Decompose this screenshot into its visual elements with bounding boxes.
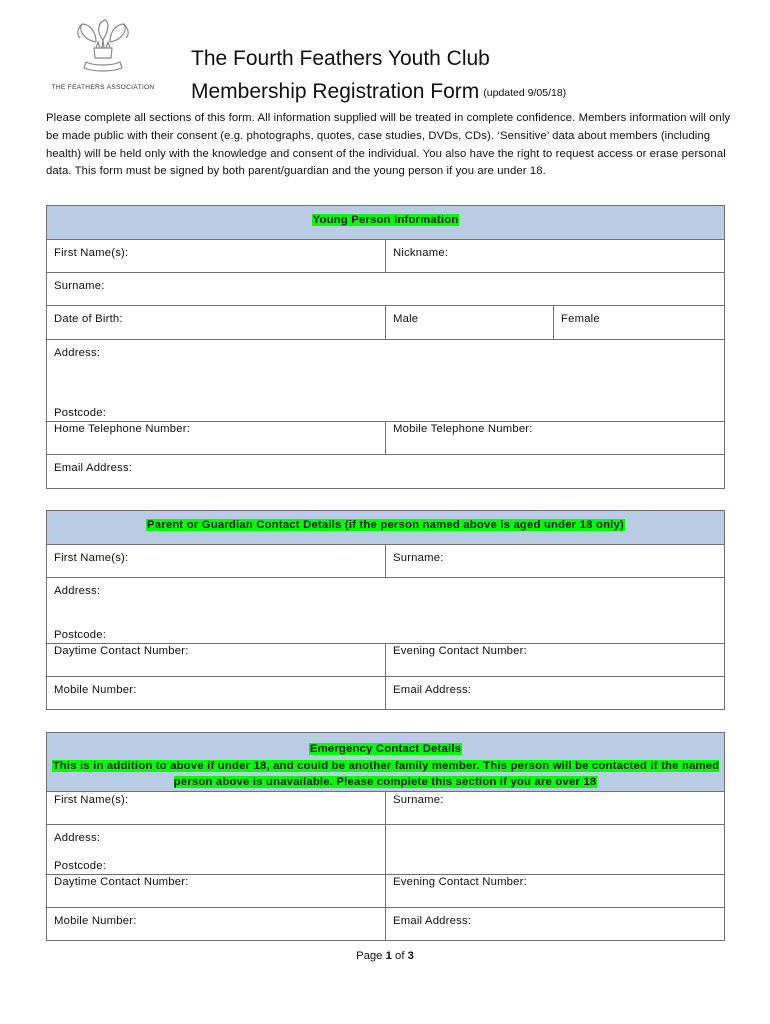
form-title-text: Membership Registration Form [191, 80, 480, 103]
guardian-surname-field[interactable]: Surname: [386, 545, 725, 578]
yp-mobile-phone-field[interactable]: Mobile Telephone Number: [386, 422, 725, 455]
emergency-mobile-field[interactable]: Mobile Number: [47, 907, 386, 940]
guardian-address-field[interactable] [47, 578, 725, 644]
yp-surname-field[interactable]: Surname: [47, 273, 725, 306]
emergency-address-extra-field[interactable] [386, 824, 725, 874]
guardian-heading: Parent or Guardian Contact Details (if the person named above is aged under 18 only) [47, 511, 725, 545]
young-person-heading: Young Person Information [47, 206, 725, 240]
emergency-address-label: Address: [54, 831, 101, 844]
guardian-daytime-field[interactable]: Daytime Contact Number: [47, 644, 386, 677]
emergency-postcode-label: Postcode: [54, 859, 107, 872]
emergency-table [46, 732, 725, 941]
feathers-crest-icon [72, 18, 134, 80]
yp-address-label: Address: [54, 347, 101, 359]
yp-home-phone-field[interactable]: Home Telephone Number: [47, 422, 386, 455]
guardian-mobile-field[interactable]: Mobile Number: [47, 677, 386, 710]
page-word: Page [356, 950, 383, 962]
emergency-email-field[interactable]: Email Address: [386, 907, 725, 940]
logo-caption: THE FEATHERS ASSOCIATION [51, 84, 155, 91]
guardian-first-name-field[interactable]: First Name(s): [47, 545, 386, 578]
updated-date: (updated 9/05/18) [483, 87, 567, 99]
emergency-heading [47, 733, 725, 792]
of-word: of [395, 950, 405, 962]
yp-male-option[interactable]: Male [386, 306, 554, 340]
page-title: The Fourth Feathers Youth Club [191, 47, 490, 70]
page-total: 3 [407, 950, 414, 962]
logo [34, 18, 172, 91]
emergency-surname-field[interactable]: Surname: [386, 791, 725, 824]
guardian-postcode-label: Postcode: [54, 629, 107, 641]
page-footer [0, 950, 770, 962]
emergency-address-field[interactable] [47, 824, 386, 874]
intro-paragraph: Please complete all sections of this form. All information supplied will be treated in complete confidence. Members information will only be made public with their consent (e.g. photographs, quotes, case studies, DVDs, CDs). ‘Sensitive’ data about members (including health) will be held only with the knowledge and consent of the individual. You also have the right to request access or erase personal data. This form must be signed by both parent/guardian and the young person if you are under 18. [46, 112, 731, 178]
yp-email-field[interactable]: Email Address: [47, 455, 725, 489]
guardian-address-label: Address: [54, 585, 101, 597]
page-number: 1 [385, 950, 392, 962]
emergency-evening-field[interactable]: Evening Contact Number: [386, 874, 725, 907]
emergency-first-name-field[interactable]: First Name(s): [47, 791, 386, 824]
yp-nickname-field[interactable]: Nickname: [386, 240, 725, 273]
emergency-heading-note: This is in addition to above if under 18, and could be another family member. This person will be contacted if the named person above is unavailable. Please complete this section if you are over 18 [52, 759, 720, 788]
young-person-table [46, 205, 725, 489]
emergency-heading-title: Emergency Contact Details [309, 743, 462, 755]
yp-female-option[interactable]: Female [554, 306, 725, 340]
yp-dob-field[interactable]: Date of Birth: [47, 306, 386, 340]
emergency-daytime-field[interactable]: Daytime Contact Number: [47, 874, 386, 907]
guardian-evening-field[interactable]: Evening Contact Number: [386, 644, 725, 677]
yp-postcode-label: Postcode: [54, 407, 107, 419]
guardian-table [46, 510, 725, 710]
yp-address-field[interactable] [47, 340, 725, 422]
guardian-email-field[interactable]: Email Address: [386, 677, 725, 710]
yp-first-name-field[interactable]: First Name(s): [47, 240, 386, 273]
form-title [191, 80, 566, 104]
